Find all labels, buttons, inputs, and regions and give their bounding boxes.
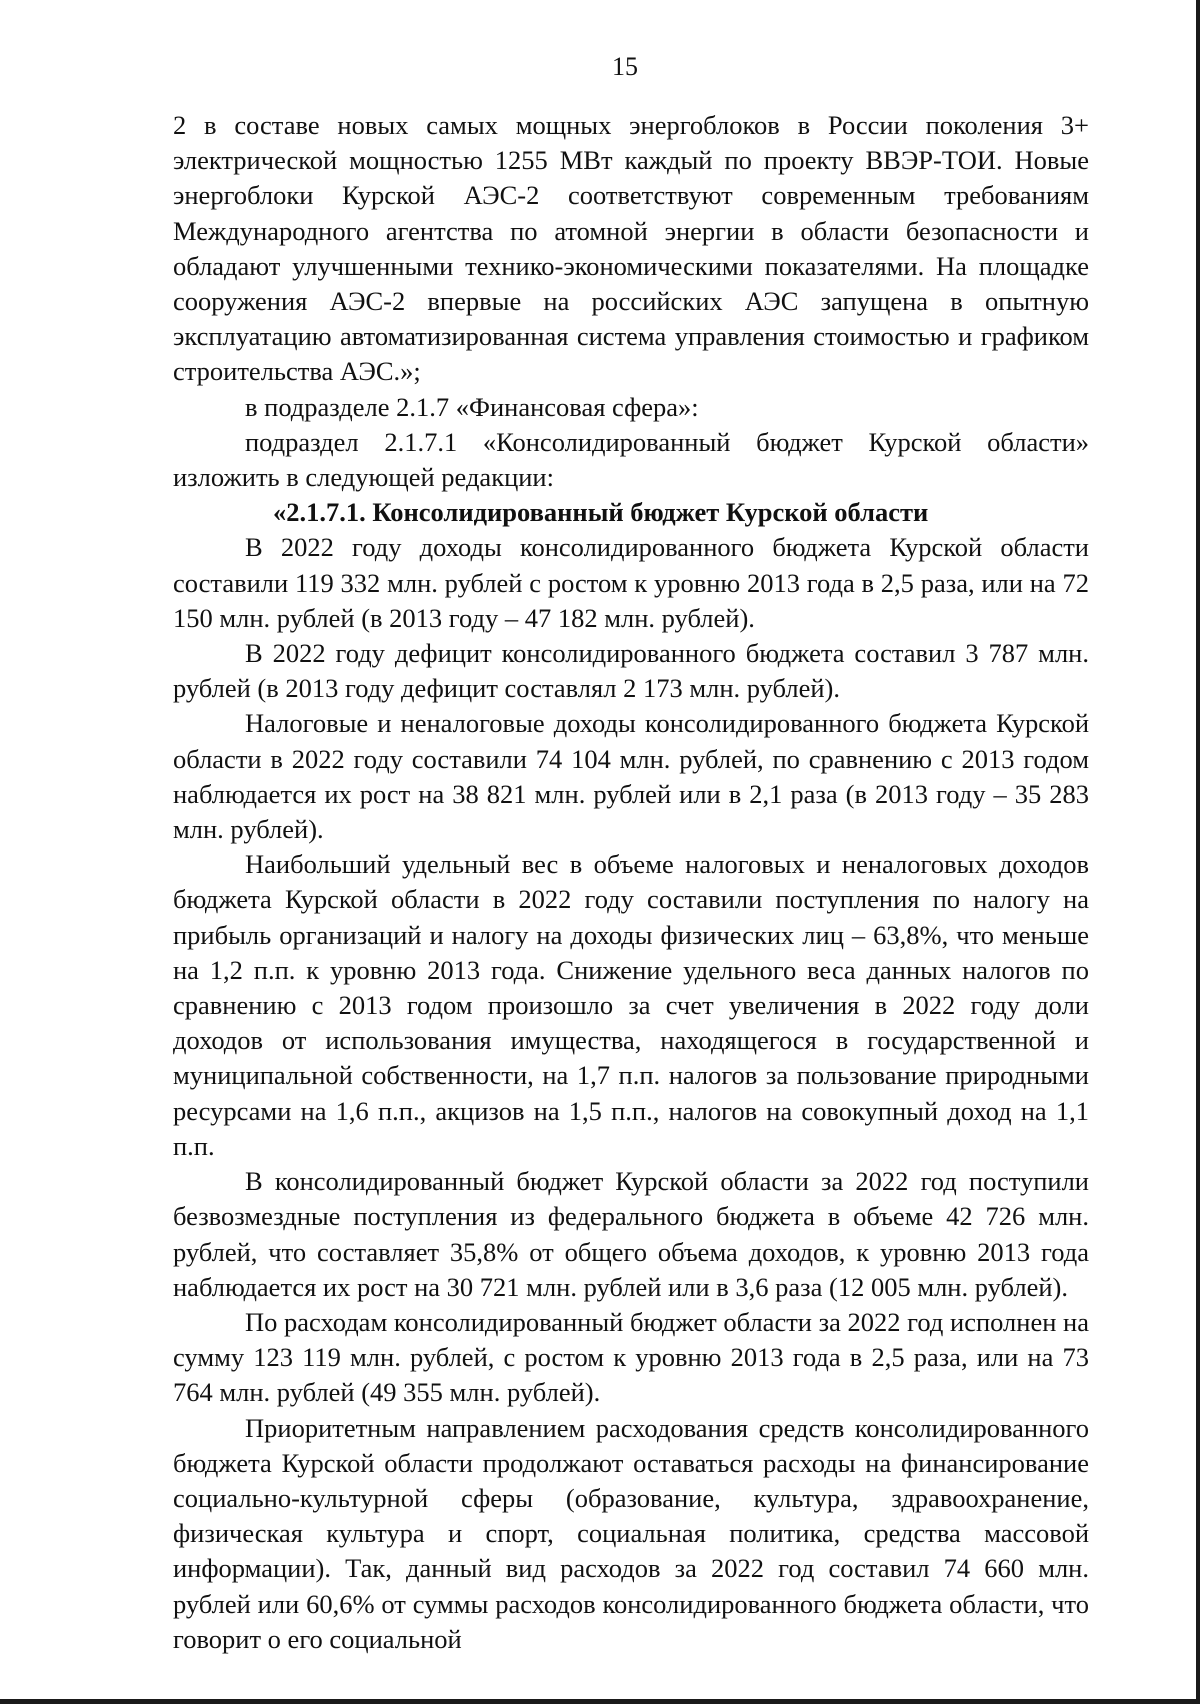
paragraph-edit-instruction: подраздел 2.1.7.1 «Консолидированный бюджет Курской области» изложить в следующей редакции: xyxy=(173,426,1089,493)
paragraph-deficit: В 2022 году дефицит консолидированного бюджета составил 3 787 млн. рублей (в 2013 году дефицит составлял 2 173 млн. рублей). xyxy=(173,638,1089,704)
paragraph-tax-structure: Наибольший удельный вес в объеме налоговых и неналоговых доходов бюджета Курской области в 2022 году составили поступления по налогу на прибыль организаций и налогу на доходы физических лиц – 63,8%, что меньше на 1,2 п.п. к уровню 2013 года. Снижение удельного веса данных налогов по сравнению с 2013 годом произошло за счет увеличения в 2022 году доли доходов от использования имущества, находящегося в государственной и муниципальной собственности, на 1,7 п.п. налогов за пользование природными ресурсами на 1,6 п.п., акцизов на 1,5 п.п., налогов на совокупный доход на 1,1 п.п. xyxy=(173,849,1089,1161)
paragraph-expenditures: По расходам консолидированный бюджет области за 2022 год исполнен на сумму 123 119 млн. рублей, с ростом к уровню 2013 года в 2,5 раза, или на 73 764 млн. рублей (49 355 млн. рублей). xyxy=(173,1306,1089,1408)
paragraph-federal-transfers: В консолидированный бюджет Курской области за 2022 год поступили безвозмездные поступления из федерального бюджета в объеме 42 726 млн. рублей, что составляет 35,8% от общего объема доходов, к уровню 2013 года наблюдается их рост на 30 721 млн. рублей или в 3,6 раза (12 005 млн. рублей). xyxy=(173,1166,1089,1302)
paragraph-npp-continuation: 2 в составе новых самых мощных энергоблоков в России поколения 3+ электрической мощностью 1255 МВт каждый по проекту ВВЭР-ТОИ. Новые энергоблоки Курской АЭС-2 соответствуют современным требованиям Международного агентства по атомной энергии в области безопасности и обладают улучшенными технико-экономическими показателями. На площадке сооружения АЭС-2 впервые на российских АЭС запущена в опытную эксплуатацию автоматизированная система управления стоимостью и графиком строительства АЭС.»; xyxy=(173,110,1089,387)
paragraph-revenue: В 2022 году доходы консолидированного бюджета Курской области составили 119 332 млн. рублей с ростом к уровню 2013 года в 2,5 раза, или на 72 150 млн. рублей (в 2013 году – 47 182 млн. рублей). xyxy=(173,532,1089,633)
paragraph-subsection-ref: в подразделе 2.1.7 «Финансовая сфера»: xyxy=(245,391,699,422)
page-number: 15 xyxy=(612,52,638,81)
scan-edge-bottom xyxy=(0,1699,1200,1704)
paragraph-tax-revenue: Налоговые и неналоговые доходы консолидированного бюджета Курской области в 2022 году составили 74 104 млн. рублей, по сравнению с 2013 годом наблюдается их рост на 38 821 млн. рублей или в 2,1 раза (в 2013 году – 35 283 млн. рублей). xyxy=(173,708,1089,845)
scan-edge-right xyxy=(1196,0,1200,1704)
paragraph-social-spending: Приоритетным направлением расходования средств консолидированного бюджета Курской области продолжают оставаться расходы на финансирование социально-культурной сферы (образование, культура, здравоохранение, физическая культура и спорт, социальная политика, средства массовой информации). Так, данный вид расходов за 2022 год составил 74 660 млн. рублей или 60,6% от суммы расходов консолидированного бюджета области, что говорит о его социальной xyxy=(173,1412,1089,1654)
document-body xyxy=(173,108,1089,1657)
section-heading: «2.1.7.1. Консолидированный бюджет Курской области xyxy=(273,497,929,528)
